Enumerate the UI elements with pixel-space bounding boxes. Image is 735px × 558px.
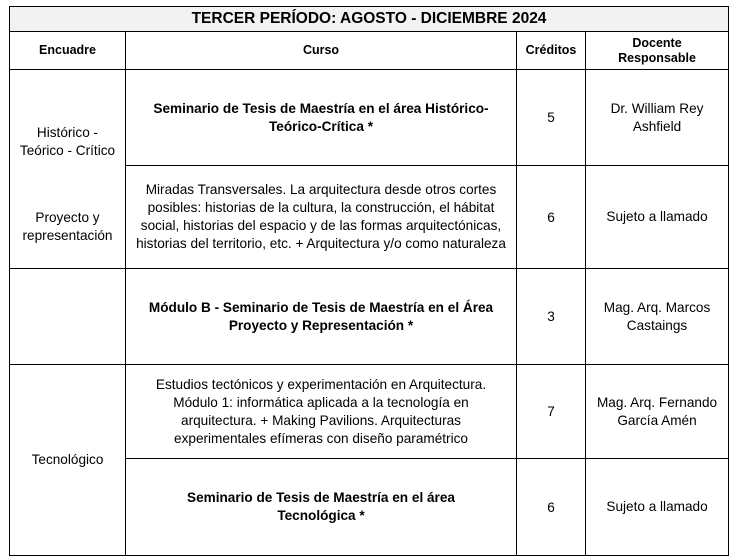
area-proyecto xyxy=(10,210,126,365)
credits-cell: 7 xyxy=(517,365,586,459)
header-curso: Curso xyxy=(126,32,517,70)
header-docente xyxy=(586,32,729,70)
teacher-cell xyxy=(586,70,729,166)
table-row xyxy=(10,365,729,459)
credits-cell: 6 xyxy=(517,459,586,556)
period-title xyxy=(10,7,729,32)
header-encuadre: Encuadre xyxy=(10,32,126,70)
teacher-cell: Sujeto a llamado xyxy=(586,166,729,269)
teacher-text: Mag. Arq. Marcos Castaings xyxy=(603,299,711,333)
area-proyecto-text: Proyecto y representación xyxy=(22,210,113,243)
course-cell: Seminario de Tesis de Maestría en el área Tecnológica * xyxy=(126,459,517,556)
header-docente-text: Docente Responsable xyxy=(618,35,696,65)
course-cell: Miradas Transversales. La arquitectura desde otros cortes posibles: historias de la cultura, la construcción, el hábitat social, historias del espacio y de las formas arquitectónicas, historias del territorio, etc. + Arquitectura y/o como naturaleza xyxy=(126,166,517,269)
header-creditos: Créditos xyxy=(517,32,586,70)
course-cell: Módulo B - Seminario de Tesis de Maestría en el Área Proyecto y Representación * xyxy=(126,269,517,365)
area-tecnologico: Tecnológico xyxy=(10,365,126,556)
teacher-cell xyxy=(586,365,729,459)
teacher-text: Dr. William Rey Ashfield xyxy=(610,100,704,134)
area-proyecto-wrap xyxy=(14,209,121,245)
course-cell: Seminario de Tesis de Maestría en el área Histórico-Teórico-Crítica * xyxy=(126,70,517,166)
teacher-cell: Sujeto a llamado xyxy=(586,459,729,556)
credits-cell: 6 xyxy=(517,166,586,269)
credits-cell: 3 xyxy=(517,269,586,365)
schedule-table xyxy=(9,6,729,556)
header-row xyxy=(10,32,729,70)
table-row xyxy=(10,70,729,166)
teacher-text: Mag. Arq. Fernando García Amén xyxy=(596,394,718,428)
period-title-text: TERCER PERÍODO: AGOSTO - DICIEMBRE 2024 xyxy=(191,10,547,27)
teacher-cell xyxy=(586,269,729,365)
credits-cell: 5 xyxy=(517,70,586,166)
table-row xyxy=(10,269,729,365)
course-cell: Estudios tectónicos y experimentación en Arquitectura. Módulo 1: informática aplicada a la tecnología en arquitectura. + Making Pavilions. Arquitecturas experimentales efímeras con diseño paramétrico xyxy=(126,365,517,459)
area-historico-text: Histórico - Teórico - Crítico xyxy=(19,125,116,158)
